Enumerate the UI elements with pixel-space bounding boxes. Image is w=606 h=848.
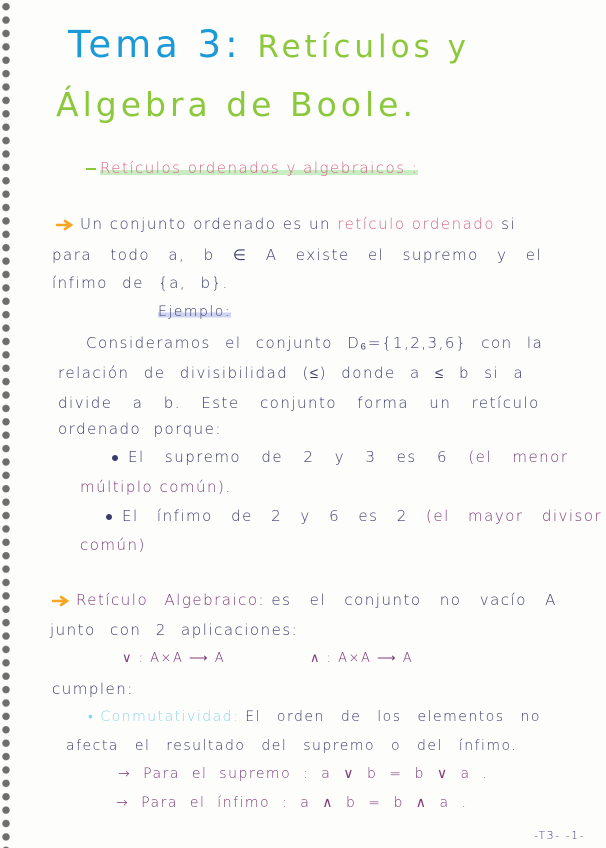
title-tema: Tema 3: xyxy=(68,23,242,66)
definition-line-1: Un conjunto ordenado es un retículo ordenado si xyxy=(56,217,516,232)
property-line-1: • Conmutatividad: El orden de los elementos no xyxy=(88,709,541,725)
algebraic-line-2: junto con 2 aplicaciones: xyxy=(50,621,299,639)
example-label: Ejemplo: xyxy=(158,304,232,320)
dash-icon xyxy=(86,168,96,170)
meet-operation: ∧ : A×A ⟶ A xyxy=(310,651,414,666)
term-reticulo-ordenado: retículo ordenado xyxy=(337,215,496,233)
definition-line-2: para todo a, b ∈ A existe el supremo y el xyxy=(52,246,543,264)
example-line-3: divide a b. Este conjunto forma un retículo xyxy=(58,394,540,412)
bullet-dot-icon xyxy=(112,455,118,461)
notebook-spiral-binding xyxy=(0,0,14,848)
section-heading: Retículos ordenados y algebraicos : xyxy=(86,161,418,176)
join-operation: ∨ : A×A ⟶ A xyxy=(122,651,226,666)
example-line-4: ordenado porque: xyxy=(58,420,222,438)
property-item-infimo: → Para el ínfimo : a ∧ b = b ∧ a . xyxy=(116,795,468,811)
title-reticulos: Retículos y xyxy=(257,29,470,65)
arrow-right-icon xyxy=(56,219,74,231)
bullet-dot-icon xyxy=(106,514,112,520)
algebraic-definition-line-1: Retículo Algebraico: es el conjunto no vacío A xyxy=(52,593,557,608)
page-title xyxy=(68,23,470,66)
term-conmutatividad: Conmutatividad: xyxy=(100,709,240,725)
term-reticulo: Retículo xyxy=(76,591,149,609)
example-line-2: relación de divisibilidad (≤) donde a ≤ b si a xyxy=(58,364,525,382)
example-bullet-1: El supremo de 2 y 3 es 6 (el menor xyxy=(112,450,569,465)
example-bullet-1-cont: múltiplo común). xyxy=(80,478,232,496)
arrow-right-icon xyxy=(52,595,70,607)
term-algebraico: Algebraico: xyxy=(164,591,266,609)
example-bullet-2-cont: común) xyxy=(80,536,146,554)
property-line-2: afecta el resultado del supremo o del ínfimo. xyxy=(66,738,518,754)
property-item-supremo: → Para el supremo : a ∨ b = b ∨ a . xyxy=(118,766,489,782)
definition-line-3: ínfimo de {a, b}. xyxy=(52,274,229,292)
title-algebra-boole: Álgebra de Boole. xyxy=(56,85,417,124)
page-number: -T3- -1- xyxy=(534,829,586,842)
example-line-1: Consideramos el conjunto D₆={1,2,3,6} con la xyxy=(86,334,544,352)
algebraic-line-3: cumplen: xyxy=(52,680,134,698)
example-bullet-2: El ínfimo de 2 y 6 es 2 (el mayor divisor xyxy=(106,509,602,524)
